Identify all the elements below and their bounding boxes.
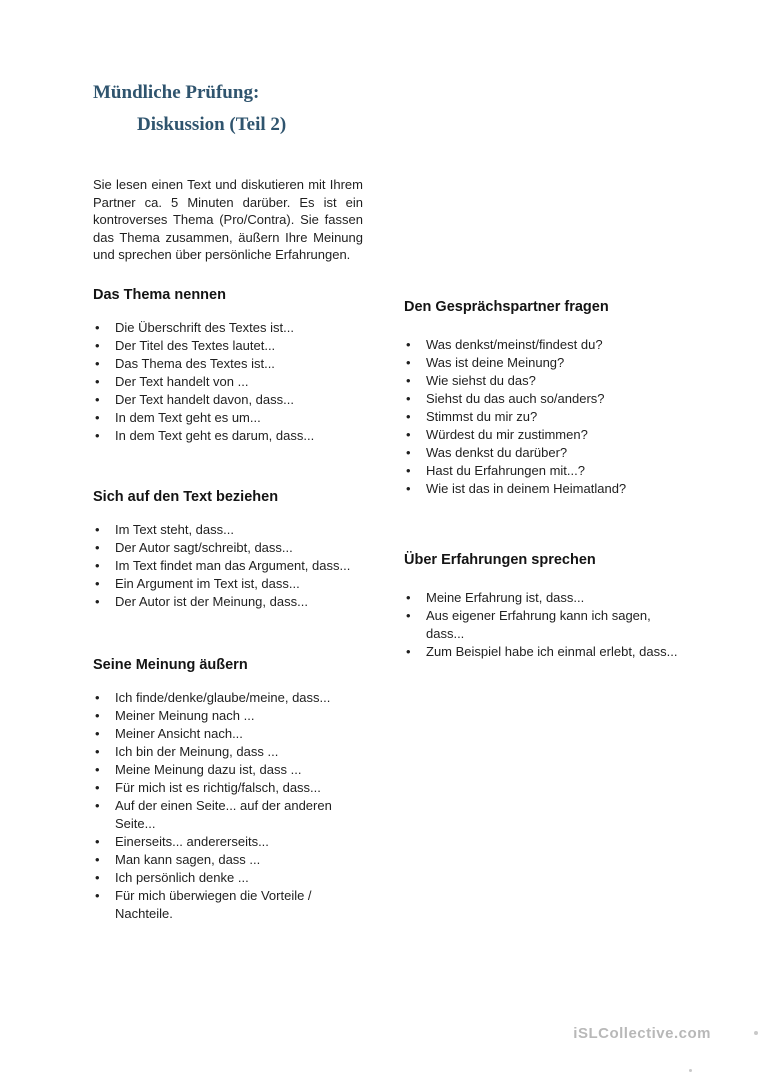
list-item bbox=[404, 372, 689, 390]
list-item-text: Würdest du mir zustimmen? bbox=[426, 427, 588, 442]
bullet-list bbox=[93, 521, 363, 611]
list-item-text: Wie siehst du das? bbox=[426, 373, 536, 388]
list-item bbox=[404, 426, 689, 444]
section-heading: Über Erfahrungen sprechen bbox=[404, 552, 596, 568]
document-title bbox=[93, 82, 286, 136]
list-item bbox=[93, 337, 363, 355]
list-item bbox=[404, 607, 689, 643]
list-item-text: Man kann sagen, dass ... bbox=[115, 852, 261, 867]
list-item bbox=[93, 557, 363, 575]
list-item bbox=[93, 391, 363, 409]
bullet-icon: • bbox=[406, 373, 411, 388]
list-item bbox=[404, 462, 689, 480]
bullet-icon: • bbox=[95, 410, 100, 425]
bullet-icon: • bbox=[95, 888, 100, 903]
bullet-icon: • bbox=[95, 726, 100, 741]
bullet-list bbox=[404, 589, 689, 661]
list-item bbox=[93, 725, 363, 743]
list-item bbox=[93, 707, 363, 725]
list-item-text: Die Überschrift des Textes ist... bbox=[115, 320, 294, 335]
list-item-text: Das Thema des Textes ist... bbox=[115, 356, 275, 371]
list-item bbox=[93, 373, 363, 391]
right-column bbox=[404, 299, 689, 661]
bullet-icon: • bbox=[95, 594, 100, 609]
bullet-icon: • bbox=[95, 540, 100, 555]
list-item bbox=[93, 887, 363, 923]
list-item-text: Ich bin der Meinung, dass ... bbox=[115, 744, 279, 759]
section-den-gespraechspartner-fragen bbox=[404, 299, 689, 498]
bullet-icon: • bbox=[406, 481, 411, 496]
list-item bbox=[93, 689, 363, 707]
bullet-icon: • bbox=[95, 852, 100, 867]
list-item bbox=[93, 797, 363, 833]
section-sich-auf-den-text-beziehen bbox=[93, 489, 363, 611]
list-item-text: Meine Erfahrung ist, dass... bbox=[426, 590, 585, 605]
bullet-icon: • bbox=[95, 558, 100, 573]
bullet-icon: • bbox=[95, 320, 100, 335]
list-item-text: Zum Beispiel habe ich einmal erlebt, dass... bbox=[426, 644, 678, 659]
list-item-text: Ein Argument im Text ist, dass... bbox=[115, 576, 300, 591]
list-item-text: In dem Text geht es um... bbox=[115, 410, 261, 425]
bullet-icon: • bbox=[95, 780, 100, 795]
list-item bbox=[93, 319, 363, 337]
intro-paragraph: Sie lesen einen Text und diskutieren mit Ihrem Partner ca. 5 Minuten darüber. Es ist ein kontroverses Thema (Pro/Contra). Sie fassen das Thema zusammen, äußern Ihre Meinung und sprechen über persönliche Erfahrungen. bbox=[93, 177, 363, 262]
list-item bbox=[404, 643, 689, 661]
list-item bbox=[404, 354, 689, 372]
list-item bbox=[93, 427, 363, 445]
section-heading: Sich auf den Text beziehen bbox=[93, 489, 279, 505]
list-item-text: Meiner Meinung nach ... bbox=[115, 708, 255, 723]
document-title-line2: Diskussion (Teil 2) bbox=[137, 114, 287, 135]
list-item-text: Für mich ist es richtig/falsch, dass... bbox=[115, 780, 321, 795]
bullet-icon: • bbox=[406, 463, 411, 478]
list-item-text: Im Text steht, dass... bbox=[115, 522, 234, 537]
list-item-text: Einerseits... andererseits... bbox=[115, 834, 269, 849]
list-item-text: In dem Text geht es darum, dass... bbox=[115, 428, 315, 443]
list-item-text: Auf der einen Seite... auf der anderen Seite... bbox=[115, 798, 332, 831]
list-item-text: Meiner Ansicht nach... bbox=[115, 726, 243, 741]
list-item-text: Ich persönlich denke ... bbox=[115, 870, 249, 885]
list-item bbox=[404, 444, 689, 462]
list-item bbox=[93, 743, 363, 761]
list-item bbox=[93, 761, 363, 779]
list-item-text: Der Text handelt davon, dass... bbox=[115, 392, 294, 407]
bullet-list bbox=[93, 689, 363, 923]
list-item bbox=[404, 390, 689, 408]
section-heading: Das Thema nennen bbox=[93, 287, 226, 303]
list-item-text: Der Autor ist der Meinung, dass... bbox=[115, 594, 308, 609]
section-heading: Den Gesprächspartner fragen bbox=[404, 299, 609, 315]
bullet-icon: • bbox=[95, 522, 100, 537]
bullet-icon: • bbox=[95, 762, 100, 777]
bullet-icon: • bbox=[95, 576, 100, 591]
islcollective-watermark: iSLCollective.com bbox=[573, 1025, 711, 1042]
list-item-text: Für mich überwiegen die Vorteile / Nachteile. bbox=[115, 888, 312, 921]
list-item-text: Hast du Erfahrungen mit...? bbox=[426, 463, 585, 478]
list-item-text: Meine Meinung dazu ist, dass ... bbox=[115, 762, 302, 777]
bullet-icon: • bbox=[406, 391, 411, 406]
bullet-icon: • bbox=[406, 608, 411, 623]
list-item-text: Im Text findet man das Argument, dass... bbox=[115, 558, 351, 573]
bullet-icon: • bbox=[95, 374, 100, 389]
bullet-list bbox=[404, 336, 689, 498]
bullet-list bbox=[93, 319, 363, 445]
bullet-icon: • bbox=[95, 798, 100, 813]
bullet-icon: • bbox=[95, 708, 100, 723]
left-column bbox=[93, 287, 363, 923]
section-ueber-erfahrungen-sprechen bbox=[404, 552, 689, 661]
list-item-text: Was ist deine Meinung? bbox=[426, 355, 565, 370]
list-item bbox=[93, 521, 363, 539]
list-item-text: Stimmst du mir zu? bbox=[426, 409, 538, 424]
list-item bbox=[93, 833, 363, 851]
bullet-icon: • bbox=[95, 690, 100, 705]
bullet-icon: • bbox=[95, 870, 100, 885]
bullet-icon: • bbox=[406, 445, 411, 460]
list-item bbox=[93, 851, 363, 869]
bullet-icon: • bbox=[406, 409, 411, 424]
bullet-icon: • bbox=[406, 644, 411, 659]
list-item bbox=[404, 408, 689, 426]
bullet-icon: • bbox=[95, 744, 100, 759]
list-item bbox=[93, 409, 363, 427]
list-item-text: Wie ist das in deinem Heimatland? bbox=[426, 481, 627, 496]
section-das-thema-nennen bbox=[93, 287, 363, 445]
bullet-icon: • bbox=[95, 338, 100, 353]
list-item-text: Der Autor sagt/schreibt, dass... bbox=[115, 540, 293, 555]
bullet-icon: • bbox=[95, 356, 100, 371]
list-item bbox=[93, 779, 363, 797]
bullet-icon: • bbox=[406, 590, 411, 605]
section-seine-meinung-aeussern bbox=[93, 657, 363, 923]
list-item-text: Aus eigener Erfahrung kann ich sagen, dass... bbox=[426, 608, 651, 641]
list-item bbox=[404, 480, 689, 498]
list-item-text: Ich finde/denke/glaube/meine, dass... bbox=[115, 690, 331, 705]
bullet-icon: • bbox=[406, 355, 411, 370]
list-item-text: Was denkst/meinst/findest du? bbox=[426, 337, 603, 352]
bullet-icon: • bbox=[95, 428, 100, 443]
scan-artifact-dot bbox=[689, 1069, 692, 1072]
list-item-text: Was denkst du darüber? bbox=[426, 445, 568, 460]
scan-artifact-dot bbox=[754, 1031, 758, 1035]
section-heading: Seine Meinung äußern bbox=[93, 657, 248, 673]
bullet-icon: • bbox=[406, 337, 411, 352]
list-item bbox=[404, 589, 689, 607]
list-item bbox=[93, 593, 363, 611]
list-item-text: Der Text handelt von ... bbox=[115, 374, 249, 389]
list-item bbox=[93, 355, 363, 373]
bullet-icon: • bbox=[406, 427, 411, 442]
list-item-text: Der Titel des Textes lautet... bbox=[115, 338, 276, 353]
list-item bbox=[404, 336, 689, 354]
bullet-icon: • bbox=[95, 834, 100, 849]
list-item-text: Siehst du das auch so/anders? bbox=[426, 391, 605, 406]
document-title-line1: Mündliche Prüfung: bbox=[93, 82, 260, 103]
list-item bbox=[93, 575, 363, 593]
bullet-icon: • bbox=[95, 392, 100, 407]
list-item bbox=[93, 869, 363, 887]
list-item bbox=[93, 539, 363, 557]
